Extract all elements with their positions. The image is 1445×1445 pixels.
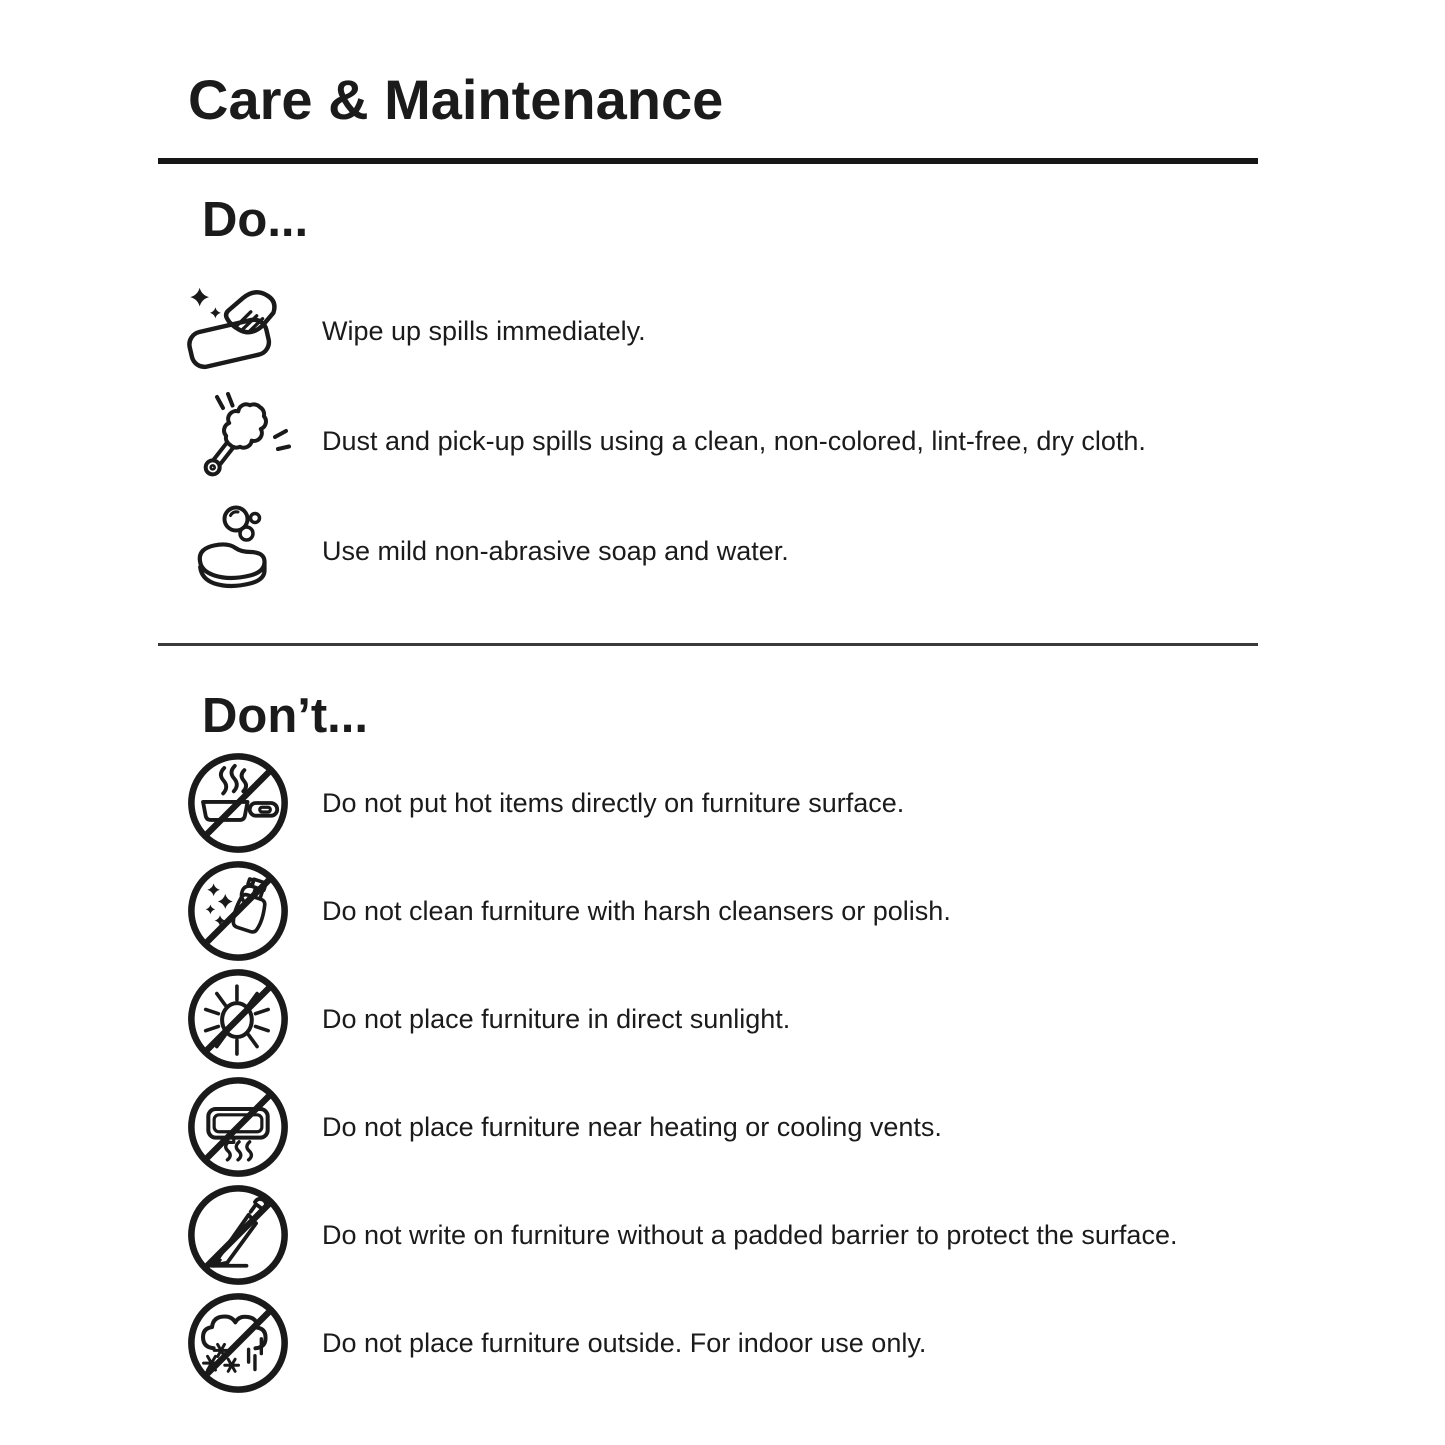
dont-item-list — [158, 749, 1258, 1397]
dont-item-text: Do not place furniture outside. For indoor use only. — [322, 1328, 927, 1358]
list-item — [158, 749, 1258, 857]
dont-item-text: Do not put hot items directly on furniture surface. — [322, 788, 905, 818]
dont-section-heading: Don’t... — [202, 689, 369, 743]
content-column — [158, 0, 1258, 1397]
title-divider — [158, 158, 1258, 164]
list-item — [158, 386, 1258, 496]
icon-cell — [176, 750, 300, 856]
icon-cell — [176, 1290, 300, 1396]
no-heating-vents-icon — [185, 1074, 291, 1180]
feather-duster-icon — [183, 392, 293, 490]
list-item — [158, 276, 1258, 386]
do-section-heading: Do... — [202, 193, 309, 247]
no-harsh-cleansers-icon — [185, 858, 291, 964]
icon-cell — [176, 966, 300, 1072]
list-item — [158, 857, 1258, 965]
do-item-text: Dust and pick-up spills using a clean, non-colored, lint-free, dry cloth. — [322, 426, 1146, 456]
list-item — [158, 1073, 1258, 1181]
icon-cell — [176, 1182, 300, 1288]
dont-item-text: Do not place furniture in direct sunlight. — [322, 1004, 791, 1034]
icon-cell — [176, 284, 300, 379]
page-title: Care & Maintenance — [188, 68, 724, 131]
do-item-text: Use mild non-abrasive soap and water. — [322, 536, 789, 566]
list-item — [158, 1181, 1258, 1289]
icon-cell — [176, 502, 300, 600]
dont-item-text: Do not clean furniture with harsh cleansers or polish. — [322, 896, 951, 926]
section-divider — [158, 643, 1258, 646]
do-item-list — [158, 276, 1258, 606]
icon-cell — [176, 392, 300, 490]
dont-item-text: Do not write on furniture without a padded barrier to protect the surface. — [322, 1220, 1178, 1250]
no-hot-items-icon — [185, 750, 291, 856]
list-item — [158, 965, 1258, 1073]
no-writing-icon — [185, 1182, 291, 1288]
icon-cell — [176, 858, 300, 964]
sponge-soap-icon — [183, 502, 293, 600]
no-outdoor-use-icon — [185, 1290, 291, 1396]
do-item-text: Wipe up spills immediately. — [322, 316, 646, 346]
icon-cell — [176, 1074, 300, 1180]
wipe-spills-icon — [180, 284, 296, 379]
no-direct-sunlight-icon — [185, 966, 291, 1072]
dont-item-text: Do not place furniture near heating or cooling vents. — [322, 1112, 942, 1142]
list-item — [158, 1289, 1258, 1397]
list-item — [158, 496, 1258, 606]
